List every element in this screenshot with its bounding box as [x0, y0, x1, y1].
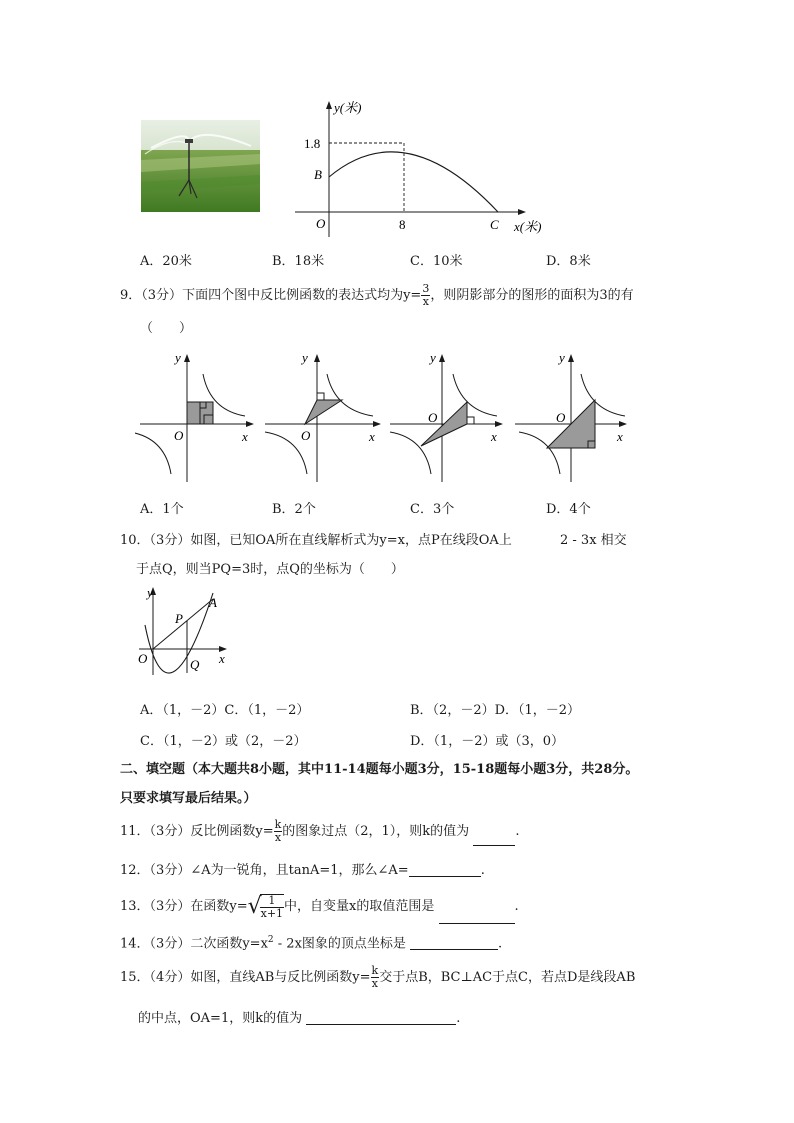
q11-score: （3分） — [149, 824, 191, 839]
q9-graph-2 — [265, 352, 381, 482]
q11-post: 的图象过点（2，1），则k的值为 — [282, 824, 470, 839]
q15-post: 交于点B，BC⊥AC于点C，若点D是线段AB — [379, 970, 636, 985]
section2-heading-line2: 只要求填写最后结果。） — [120, 791, 257, 806]
q11-stem — [120, 818, 519, 846]
q12-end: . — [480, 863, 485, 878]
q11-end: . — [515, 824, 520, 839]
q11-pre: 反比例函数 — [190, 824, 256, 839]
q9-option-a[interactable]: A．1个 — [140, 502, 184, 517]
q10-number: 10． — [120, 533, 150, 548]
q15-number: 15． — [120, 970, 150, 985]
q9-graph-3 — [390, 352, 503, 482]
q14-post: - 2x图象的顶点坐标是 — [273, 936, 406, 952]
point-c-label: C — [490, 217, 499, 232]
q15-frac-den: x — [371, 977, 378, 990]
q10-line1-tail: 2 - 3x 相交 — [560, 533, 627, 548]
q8-option-c[interactable]: C．10米 — [410, 254, 463, 269]
q15-answer-blank[interactable] — [306, 1012, 456, 1025]
q10-graph — [135, 585, 235, 677]
y-tick-label: 1.8 — [304, 136, 321, 151]
sprinkler-photo — [141, 120, 260, 212]
q9-g1-x: x — [242, 429, 248, 444]
q9-text-after: ，则阴影部分的图形的面积为3的有 — [430, 288, 634, 303]
origin-label: O — [316, 216, 326, 231]
q10-text-1: 如图，已知OA所在直线解析式为y=x，点P在线段OA上 — [190, 533, 512, 548]
q15-end: . — [456, 1011, 461, 1026]
section2-heading-line1: 二、填空题（本大题共8小题，其中11-14题每小题3分，15-18题每小题3分，共28分。 — [120, 762, 639, 777]
q13-sqrt: √ — [247, 893, 262, 919]
q10-line1 — [120, 534, 512, 547]
q9-g2-y: y — [302, 352, 308, 365]
q14-number: 14． — [120, 936, 150, 952]
q15-pre: 如图，直线AB与反比例函数 — [190, 970, 353, 985]
q9-graph-1 — [135, 352, 254, 482]
q9-option-c[interactable]: C．3个 — [410, 502, 455, 517]
q9-option-b[interactable]: B．2个 — [272, 502, 316, 517]
q11-frac-den: x — [274, 831, 282, 844]
q15-frac-num: k — [371, 964, 379, 978]
q15-formula-y: y= — [352, 970, 371, 985]
q9-g2-x: x — [369, 429, 375, 444]
q11-formula-y: y= — [255, 824, 274, 839]
q9-g3-y: y — [430, 352, 436, 365]
q10-origin-label: O — [138, 651, 148, 666]
q13-stem — [120, 890, 519, 924]
q10-score: （3分） — [149, 533, 191, 548]
q9-g4-y: y — [559, 352, 565, 365]
q9-number: 9． — [120, 288, 142, 303]
q13-frac-num: 1 — [260, 895, 284, 908]
q12-text: ∠A为一锐角，且tanA=1，那么∠A= — [190, 863, 409, 878]
q14-sup: 2 — [267, 935, 274, 945]
q9-g3-origin: O — [428, 410, 438, 425]
q8-option-a[interactable]: A．20米 — [140, 254, 192, 269]
q12-answer-blank[interactable] — [409, 864, 481, 877]
q15-line2-text: 的中点，OA=1，则k的值为 — [138, 1011, 303, 1026]
q9-g3-x: x — [491, 429, 497, 444]
q13-score: （3分） — [149, 899, 191, 914]
q10-x-label: x — [219, 651, 225, 666]
q14-pre: 二次函数y=x — [190, 936, 268, 952]
q9-fraction — [421, 283, 430, 307]
q13-fraction — [260, 894, 284, 919]
q12-stem — [120, 864, 485, 877]
q15-score: （4分） — [149, 970, 191, 985]
q9-frac-den: x — [422, 295, 429, 308]
x-axis-label: x(米) — [514, 219, 542, 234]
q9-graphs — [135, 352, 635, 487]
q12-score: （3分） — [149, 863, 191, 878]
q15-stem — [120, 962, 635, 994]
q10-q-label: Q — [190, 657, 200, 672]
q9-formula-y: y= — [403, 288, 422, 303]
q13-number: 13． — [120, 899, 150, 914]
q14-score: （3分） — [149, 936, 191, 952]
q8-option-b[interactable]: B．18米 — [272, 254, 325, 269]
q10-line2: 于点Q，则当PQ=3时，点Q的坐标为（ ） — [136, 562, 404, 577]
q9-stem — [120, 282, 634, 310]
q11-frac-num: k — [274, 818, 282, 832]
q9-g1-y: y — [175, 352, 181, 365]
q10-option-b[interactable]: B．（2，－2）D．（1，－2） — [410, 703, 581, 718]
q8-option-d[interactable]: D．8米 — [546, 254, 591, 269]
q11-number: 11． — [120, 824, 150, 839]
y-axis-label: y(米) — [334, 100, 362, 115]
q11-fraction — [274, 819, 283, 843]
q13-end: . — [514, 899, 519, 914]
q11-answer-blank[interactable] — [473, 833, 515, 846]
q14-end: . — [498, 936, 503, 952]
q14-stem — [120, 936, 502, 950]
q10-option-a[interactable]: A．（1，－2）C．（1，－2） — [140, 703, 310, 718]
q10-a-label: A — [209, 595, 217, 610]
q9-option-d[interactable]: D．4个 — [546, 502, 591, 517]
q10-p-label: P — [175, 611, 183, 626]
x-tick-label: 8 — [399, 217, 406, 232]
q15-fraction — [371, 965, 380, 989]
q9-graph-4 — [515, 352, 627, 482]
q14-answer-blank[interactable] — [410, 937, 498, 950]
q9-score: （3分） — [141, 288, 183, 303]
point-b-label: B — [314, 167, 322, 182]
q13-frac-den: x+1 — [260, 906, 284, 920]
q10-option-d[interactable]: D．（1，－2）或（3，0） — [410, 734, 565, 749]
q13-answer-blank[interactable] — [439, 911, 515, 924]
q10-y-label: y — [147, 585, 153, 600]
q9-g4-x: x — [617, 429, 623, 444]
q13-formula-y: y= — [229, 899, 248, 914]
q10-option-c[interactable]: C．（1，－2）或（2，－2） — [140, 734, 307, 749]
q9-answer-bracket: （ ） — [140, 321, 193, 336]
q9-g4-origin: O — [556, 410, 566, 425]
q8-parabola-graph — [290, 95, 570, 245]
q12-number: 12． — [120, 863, 150, 878]
q13-post: 中，自变量x的取值范围是 — [284, 899, 435, 914]
q9-text-before: 下面四个图中反比例函数的表达式均为 — [182, 288, 404, 303]
q9-g1-origin: O — [174, 428, 184, 443]
q13-pre: 在函数 — [190, 899, 230, 914]
q9-g2-origin: O — [301, 428, 311, 443]
q15-line2 — [138, 1012, 460, 1025]
q9-frac-num: 3 — [422, 282, 430, 296]
